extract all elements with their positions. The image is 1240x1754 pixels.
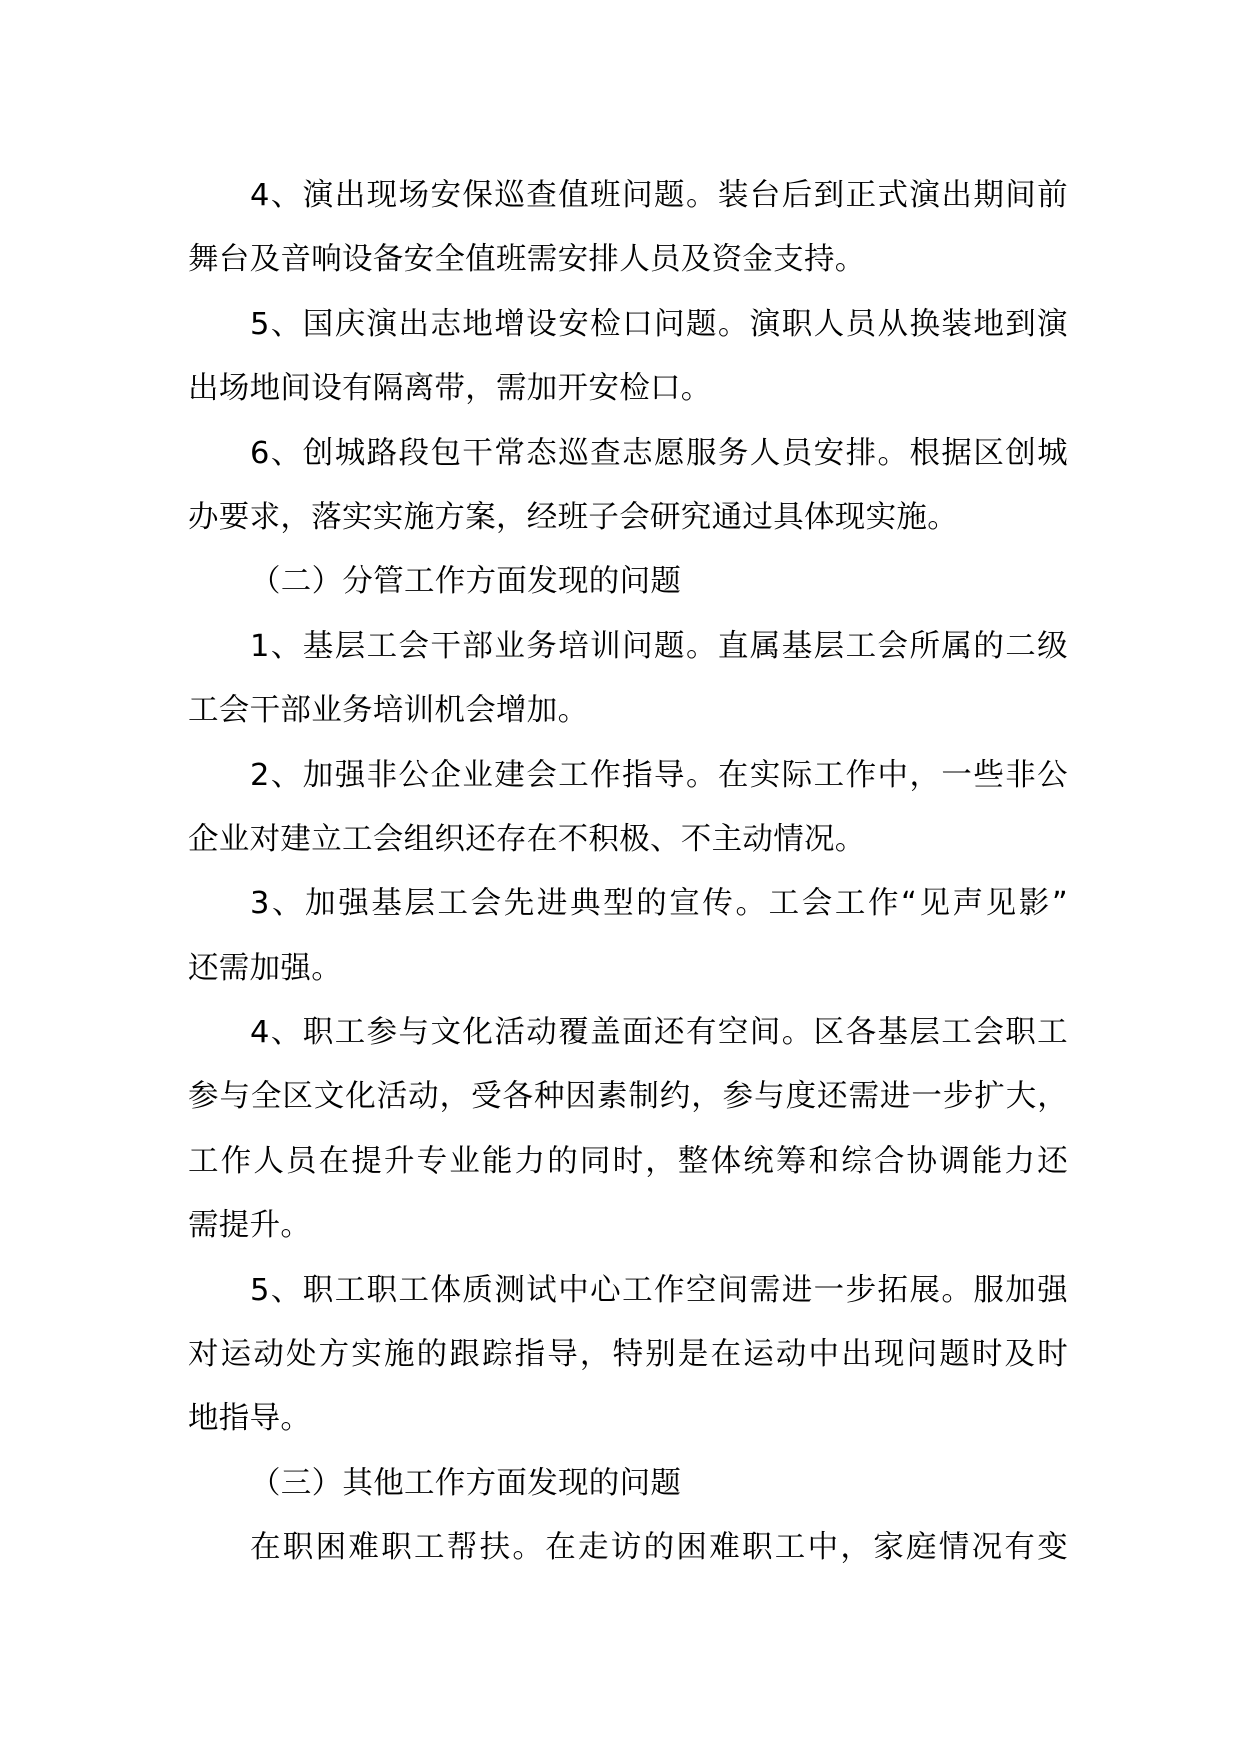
paragraph-line: 6、创城路段包干常态巡查志愿服务人员安排。根据区创城 — [250, 435, 1068, 471]
paragraph-line: 在职困难职工帮扶。在走访的困难职工中，家庭情况有变 — [250, 1530, 1068, 1566]
paragraph-line: 2、加强非公企业建会工作指导。在实际工作中，一些非公 — [250, 757, 1068, 793]
paragraph-line: 1、基层工会干部业务培训问题。直属基层工会所属的二级 — [250, 628, 1068, 664]
paragraph-line: 工会干部业务培训机会增加。 — [188, 693, 589, 729]
paragraph-line: 参与全区文化活动，受各种因素制约，参与度还需进一步扩大， — [188, 1079, 1068, 1115]
document-body — [188, 164, 1068, 1581]
section-heading: （二）分管工作方面发现的问题 — [250, 564, 682, 600]
paragraph-line: 5、国庆演出志地增设安检口问题。演职人员从换装地到演 — [250, 306, 1068, 342]
paragraph-line: 3、加强基层工会先进典型的宣传。工会工作“见声见影” — [250, 886, 1068, 922]
paragraph-line: 4、演出现场安保巡查值班问题。装台后到正式演出期间前 — [250, 178, 1068, 213]
paragraph-line: 工作人员在提升专业能力的同时，整体统筹和综合协调能力还 — [188, 1143, 1068, 1179]
paragraph-line: 对运动处方实施的跟踪指导，特别是在运动中出现问题时及时 — [188, 1337, 1068, 1373]
paragraph-line: 办要求，落实实施方案，经班子会研究通过具体现实施。 — [188, 499, 958, 535]
section-heading: （三）其他工作方面发现的问题 — [250, 1465, 682, 1501]
paragraph-line: 5、职工职工体质测试中心工作空间需进一步拓展。服加强 — [250, 1272, 1068, 1308]
paragraph-line: 舞台及音响设备安全值班需安排人员及资金支持。 — [188, 242, 866, 278]
paragraph-line: 需提升。 — [188, 1208, 312, 1244]
paragraph-line: 还需加强。 — [188, 950, 342, 986]
paragraph-line: 地指导。 — [188, 1401, 312, 1437]
paragraph-line: 出场地间设有隔离带，需加开安检口。 — [188, 371, 712, 407]
paragraph-line: 4、职工参与文化活动覆盖面还有空间。区各基层工会职工 — [250, 1015, 1068, 1051]
paragraph-line: 企业对建立工会组织还存在不积极、不主动情况。 — [188, 821, 866, 857]
